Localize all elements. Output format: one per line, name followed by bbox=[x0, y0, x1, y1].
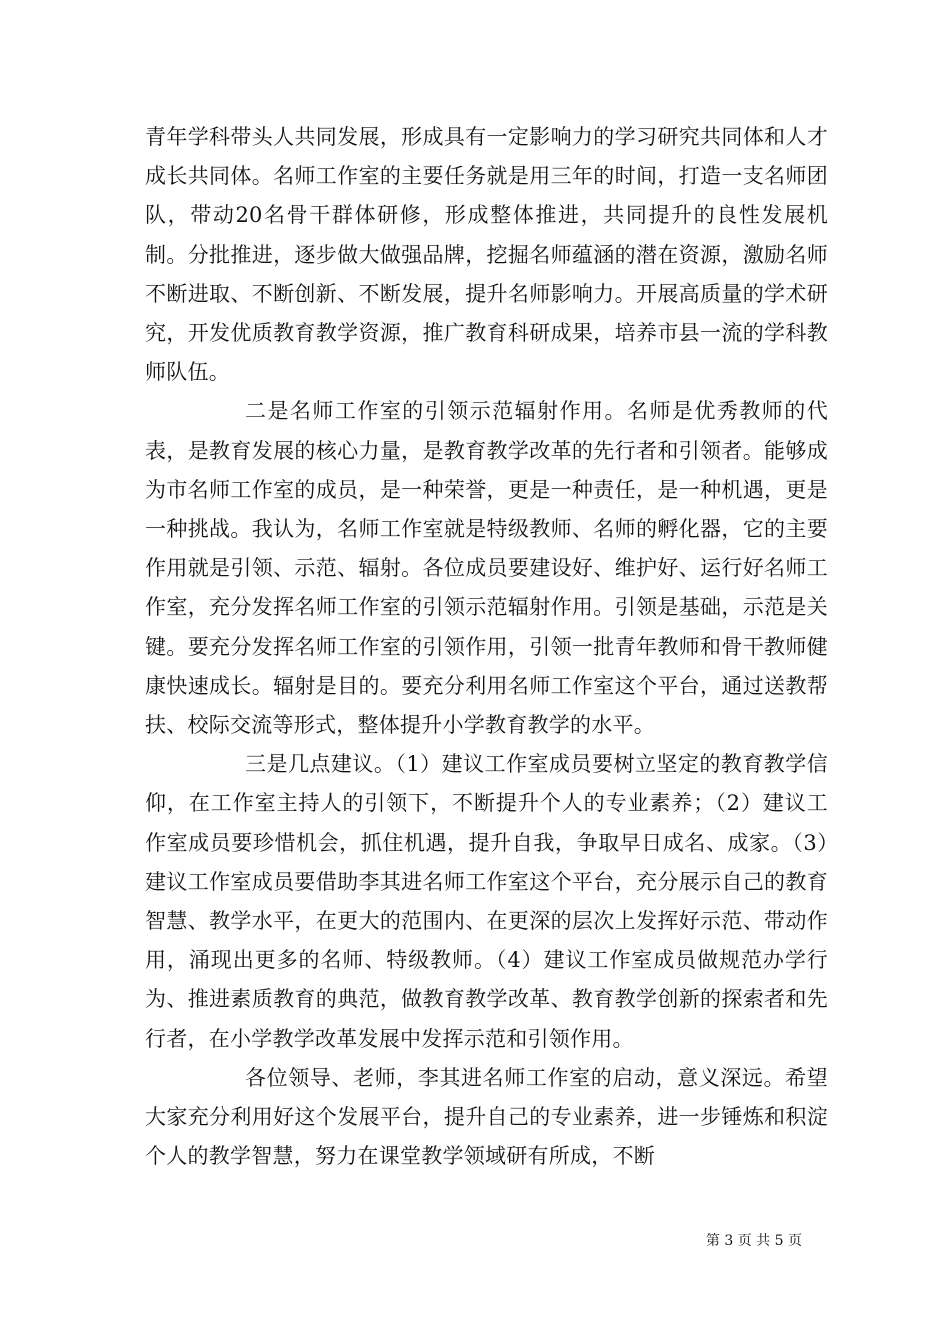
paragraph-continuation: 青年学科带头人共同发展，形成具有一定影响力的学习研究共同体和人才成长共同体。名师工作室的主要任务就是用三年的时间，打造一支名师团队，带动20名骨干群体研修，形成整体推进，共同提升的良性发展机制。分批推进，逐步做大做强品牌，挖掘名师蕴涵的潜在资源，激励名师不断进取、不断创新、不断发展，提升名师影响力。开展高质量的学术研究，开发优质教育教学资源，推广教育科研成果，培养市县一流的学科教师队伍。 bbox=[145, 125, 828, 385]
document-body bbox=[145, 118, 828, 1176]
paragraph-closing: 各位领导、老师，李其进名师工作室的启动，意义深远。希望大家充分利用好这个发展平台，提升自己的专业素养，进一步锤炼和积淀个人的教学智慧，努力在课堂教学领域研有所成，不断 bbox=[145, 1065, 828, 1169]
page-number-footer: 第 3 页 共 5 页 bbox=[705, 1233, 802, 1249]
paragraph-point-two: 二是名师工作室的引领示范辐射作用。名师是优秀教师的代表，是教育发展的核心力量，是教育教学改革的先行者和引领者。能够成为市名师工作室的成员，是一种荣誉，更是一种责任，是一种机遇，更是一种挑战。我认为，名师工作室就是特级教师、名师的孵化器，它的主要作用就是引领、示范、辐射。各位成员要建设好、维护好、运行好名师工作室，充分发挥名师工作室的引领示范辐射作用。引领是基础，示范是关键。要充分发挥名师工作室的引领作用，引领一批青年教师和骨干教师健康快速成长。辐射是目的。要充分利用名师工作室这个平台，通过送教帮扶、校际交流等形式，整体提升小学教育教学的水平。 bbox=[145, 399, 828, 738]
paragraph-point-three: 三是几点建议。（1）建议工作室成员要树立坚定的教育教学信仰，在工作室主持人的引领下，不断提升个人的专业素养；（2）建议工作室成员要珍惜机会，抓住机遇，提升自我，争取早日成名、成家。（3）建议工作室成员要借助李其进名师工作室这个平台，充分展示自己的教育智慧、教学水平，在更大的范围内、在更深的层次上发挥好示范、带动作用，涌现出更多的名师、特级教师。（4）建议工作室成员做规范办学行为、推进素质教育的典范，做教育教学改革、教育教学创新的探索者和先行者，在小学教学改革发展中发挥示范和引领作用。 bbox=[145, 752, 828, 1051]
